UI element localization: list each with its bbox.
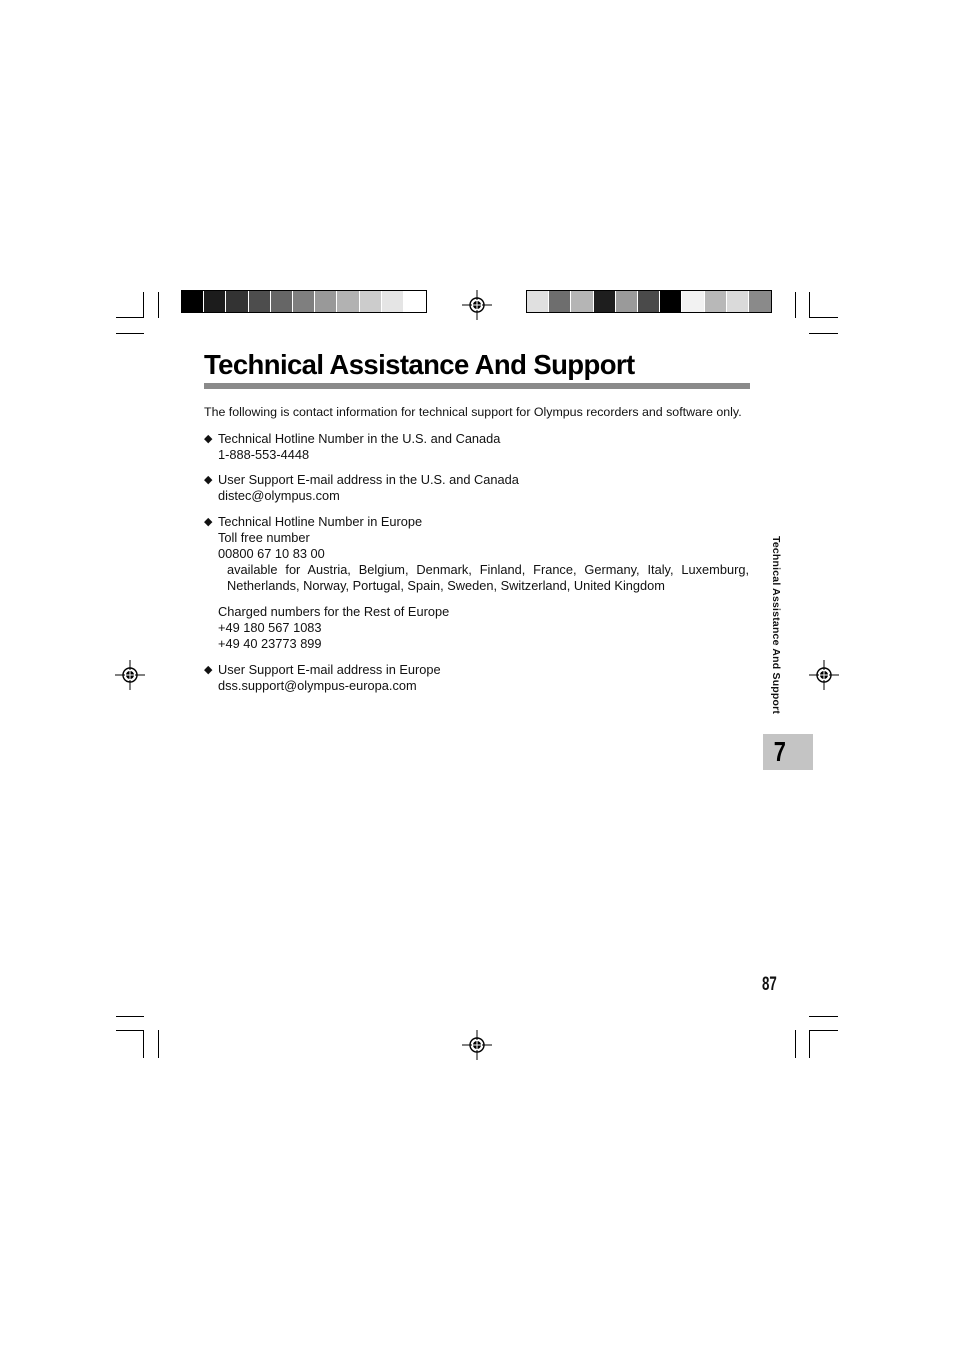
diamond-bullet-icon: ◆ [204,474,213,486]
contact-entry-europe-hotline [204,514,749,594]
entry-heading: User Support E-mail address in Europe [218,662,441,677]
crop-mark [809,333,838,334]
color-swatch [404,291,426,312]
color-swatch [226,291,248,312]
contact-entry-europe-charged [204,604,449,652]
crop-mark [116,1016,144,1017]
entry-heading: Technical Hotline Number in Europe [218,514,423,529]
crop-mark [116,317,144,318]
crop-mark [795,1030,796,1058]
chapter-number: 7 [773,736,787,767]
crop-mark [809,1016,838,1017]
color-swatch [727,291,749,312]
title-underline [204,383,750,389]
phone-number: +49 40 23773 899 [218,636,322,651]
contact-entry-us-email [204,472,519,504]
entry-heading: Charged numbers for the Rest of Europe [218,604,450,619]
color-swatch [705,291,727,312]
crop-mark [143,1030,144,1058]
color-swatch [638,291,660,312]
crop-mark [809,1030,838,1031]
contact-entry-us-hotline [204,431,500,463]
phone-number: 00800 67 10 83 00 [218,546,325,561]
diamond-bullet-icon: ◆ [204,433,213,445]
crop-mark [116,1030,144,1031]
registration-mark-icon [115,660,145,690]
crop-mark [809,1030,810,1058]
entry-subheading: Toll free number [218,530,310,545]
crop-mark [795,292,796,318]
registration-mark-icon [462,1030,492,1060]
intro-paragraph: The following is contact information for technical support for Olympus recorders and software only. [204,405,742,419]
email-address: distec@olympus.com [218,488,340,503]
availability-countries: available for Austria, Belgium, Denmark, Finland, France, Germany, Italy, Luxemburg, [227,562,749,577]
color-swatch [337,291,359,312]
color-swatch [271,291,293,312]
color-swatch [660,291,682,312]
color-swatch [594,291,616,312]
color-swatch [527,291,549,312]
color-swatch [382,291,404,312]
color-swatch [360,291,382,312]
crop-mark [809,292,810,318]
entry-heading: User Support E-mail address in the U.S. and Canada [218,472,519,487]
registration-mark-icon [462,290,492,320]
crop-mark [143,292,144,318]
color-swatch [293,291,315,312]
email-address: dss.support@olympus-europa.com [218,678,417,693]
color-swatch [571,291,593,312]
contact-entry-europe-email [204,662,441,694]
diamond-bullet-icon: ◆ [204,516,213,528]
entry-heading: Technical Hotline Number in the U.S. and Canada [218,431,501,446]
availability-countries-continued: Netherlands, Norway, Portugal, Spain, Sweden, Switzerland, United Kingdom [227,578,665,593]
color-swatch [204,291,226,312]
page-title: Technical Assistance And Support [204,349,635,380]
crop-mark [116,333,144,334]
color-calibration-bar-left [181,290,427,313]
side-chapter-label: Technical Assistance And Support [770,536,782,715]
crop-mark [158,1030,159,1058]
crop-mark [158,292,159,318]
registration-mark-icon [809,660,839,690]
phone-number: 1-888-553-4448 [218,447,310,462]
crop-mark [809,317,838,318]
color-swatch [749,291,771,312]
color-calibration-bar-right [526,290,772,313]
color-swatch [182,291,204,312]
color-swatch [315,291,337,312]
chapter-tab [763,734,813,770]
diamond-bullet-icon: ◆ [204,664,213,676]
page-number: 87 [762,974,777,995]
color-swatch [249,291,271,312]
phone-number: +49 180 567 1083 [218,620,322,635]
color-swatch [549,291,571,312]
color-swatch [616,291,638,312]
color-swatch [682,291,704,312]
